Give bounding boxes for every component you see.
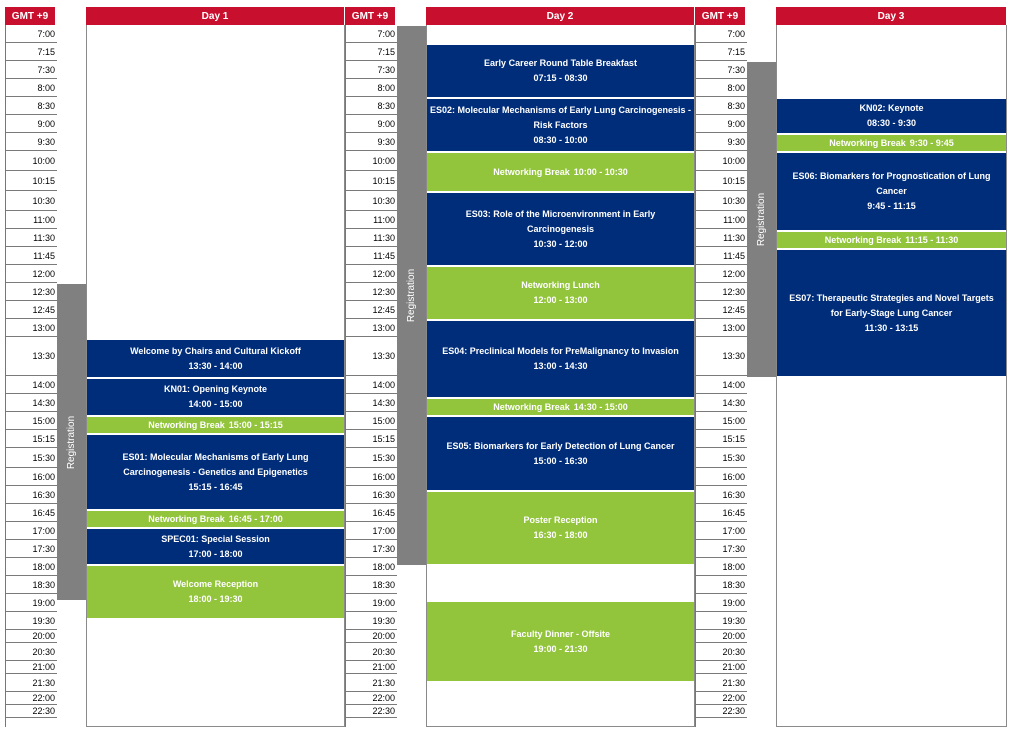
networking-break-d1-1[interactable] (87, 416, 344, 434)
time-label: 11:45 (696, 247, 747, 265)
time-label: 15:30 (346, 448, 397, 468)
time-label: 15:00 (696, 412, 747, 430)
session-title: KN01: Opening Keynote (163, 384, 267, 394)
session-time: 08:30 - 10:00 (533, 134, 588, 145)
time-label: 15:00 (346, 412, 397, 430)
time-label: 16:45 (346, 504, 397, 522)
registration-bar-day2 (397, 26, 426, 565)
time-label: 10:30 (696, 191, 747, 211)
session-kn01[interactable] (87, 378, 344, 416)
time-label: 19:00 (696, 594, 747, 612)
welcome-reception[interactable] (87, 565, 344, 619)
time-label: 12:30 (6, 283, 57, 301)
networking-break-d3-1[interactable] (777, 134, 1006, 152)
time-label: 22:30 (6, 705, 57, 718)
time-label: 7:30 (696, 61, 747, 79)
time-label: 19:30 (696, 612, 747, 630)
time-label: 12:30 (696, 283, 747, 301)
time-label: 13:30 (346, 337, 397, 376)
session-time: 10:30 - 12:00 (533, 238, 588, 249)
time-label: 16:00 (346, 468, 397, 486)
session-es04[interactable] (427, 320, 694, 398)
time-label: 12:45 (696, 301, 747, 319)
time-label: 7:00 (346, 25, 397, 43)
time-label: 15:15 (696, 430, 747, 448)
time-label: 17:30 (346, 540, 397, 558)
session-time: 11:30 - 13:15 (864, 322, 919, 333)
time-label: 10:30 (6, 191, 57, 211)
time-column-3 (695, 25, 747, 727)
session-time: 08:30 - 9:30 (866, 118, 917, 128)
break-title: Networking Break (148, 419, 225, 430)
session-kn02[interactable] (777, 98, 1006, 134)
time-label: 18:30 (696, 576, 747, 594)
registration-label: Registration (406, 268, 418, 323)
break-time: 16:45 - 17:00 (228, 513, 283, 524)
time-label: 12:00 (346, 265, 397, 283)
time-label: 14:00 (696, 376, 747, 394)
time-label: 17:00 (346, 522, 397, 540)
session-title: ES03: Role of the Microenvironment in Early Carcinogenesis (465, 208, 656, 234)
networking-lunch[interactable] (427, 266, 694, 320)
time-label: 12:00 (696, 265, 747, 283)
time-label: 20:30 (346, 643, 397, 661)
session-title: ES06: Biomarkers for Prognostication of Lung Cancer (792, 171, 991, 196)
time-label: 11:45 (6, 247, 57, 265)
session-time: 9:45 - 11:15 (867, 201, 916, 211)
day3-header: Day 3 (776, 7, 1007, 25)
time-label: 20:30 (696, 643, 747, 661)
session-title: Welcome by Chairs and Cultural Kickoff (130, 345, 301, 356)
session-welcome-chairs[interactable] (87, 339, 344, 378)
session-title: ES02: Molecular Mechanisms of Early Lung Carcinogenesis - Risk Factors (429, 104, 692, 130)
session-es01[interactable] (87, 434, 344, 510)
time-label: 16:30 (346, 486, 397, 504)
time-label: 20:00 (346, 630, 397, 643)
day2-header: Day 2 (426, 7, 695, 25)
time-label: 22:30 (696, 705, 747, 718)
time-label: 12:45 (6, 301, 57, 319)
time-label: 18:30 (6, 576, 57, 594)
time-label: 16:00 (6, 468, 57, 486)
time-label: 18:00 (346, 558, 397, 576)
time-label: 9:30 (696, 133, 747, 151)
time-label: 22:00 (346, 692, 397, 705)
break-title: Networking Break (829, 137, 906, 148)
break-time: 14:30 - 15:00 (573, 401, 628, 412)
session-title: ES04: Preclinical Models for PreMalignancy to Invasion (442, 346, 679, 356)
time-label: 21:00 (6, 661, 57, 674)
time-label: 13:00 (696, 319, 747, 337)
time-label: 8:30 (696, 97, 747, 115)
time-label: 20:00 (696, 630, 747, 643)
time-column-2 (345, 25, 397, 727)
session-time: 19:00 - 21:30 (533, 643, 588, 654)
registration-label: Registration (756, 192, 768, 247)
time-label: 7:00 (696, 25, 747, 43)
time-label: 18:00 (696, 558, 747, 576)
session-title: Poster Reception (523, 515, 598, 525)
session-time: 12:00 - 13:00 (533, 295, 588, 305)
time-label: 15:00 (6, 412, 57, 430)
time-label: 21:00 (346, 661, 397, 674)
break-time: 15:00 - 15:15 (228, 419, 283, 430)
time-label: 21:30 (696, 674, 747, 692)
session-title: ES07: Therapeutic Strategies and Novel Targets for Early-Stage Lung Cancer (789, 292, 994, 318)
time-label: 10:30 (346, 191, 397, 211)
time-label: 8:30 (346, 97, 397, 115)
time-label: 11:30 (696, 229, 747, 247)
session-title: Faculty Dinner - Offsite (510, 628, 610, 639)
time-label: 21:30 (6, 674, 57, 692)
time-column-1 (5, 25, 57, 727)
session-title: ES01: Molecular Mechanisms of Early Lung Carcinogenesis - Genetics and Epigenetics (122, 451, 309, 477)
break-title: Networking Break (148, 513, 225, 524)
time-label: 18:00 (6, 558, 57, 576)
break-time: 9:30 - 9:45 (909, 137, 954, 148)
session-title: SPEC01: Special Session (161, 533, 270, 544)
time-label: 7:30 (346, 61, 397, 79)
time-label: 12:45 (346, 301, 397, 319)
time-label: 22:00 (696, 692, 747, 705)
time-label: 13:30 (6, 337, 57, 376)
time-label: 17:00 (696, 522, 747, 540)
session-time: 07:15 - 08:30 (533, 73, 588, 83)
time-label: 14:30 (6, 394, 57, 412)
time-label: 17:30 (6, 540, 57, 558)
time-label: 19:00 (6, 594, 57, 612)
time-label: 7:15 (346, 43, 397, 61)
time-label: 21:00 (696, 661, 747, 674)
session-time: 18:00 - 19:30 (188, 594, 243, 604)
time-label: 13:00 (346, 319, 397, 337)
session-es02[interactable] (427, 98, 694, 152)
time-label: 9:30 (6, 133, 57, 151)
time-label: 15:15 (346, 430, 397, 448)
time-label: 11:00 (346, 211, 397, 229)
networking-break-d2-2[interactable] (427, 398, 694, 416)
time-label: 9:00 (696, 115, 747, 133)
time-label: 10:15 (346, 171, 397, 191)
time-label: 7:15 (6, 43, 57, 61)
time-label: 10:00 (346, 151, 397, 171)
time-label: 20:30 (6, 643, 57, 661)
session-time: 14:00 - 15:00 (188, 399, 243, 409)
time-label: 7:30 (6, 61, 57, 79)
session-time: 15:15 - 16:45 (188, 481, 243, 492)
time-label: 19:30 (346, 612, 397, 630)
time-label: 11:30 (346, 229, 397, 247)
time-label: 17:30 (696, 540, 747, 558)
time-label: 20:00 (6, 630, 57, 643)
time-label: 21:30 (346, 674, 397, 692)
session-title: Networking Lunch (521, 280, 600, 290)
time-label: 14:30 (696, 394, 747, 412)
tz-header-1: GMT +9 (5, 7, 56, 25)
registration-label: Registration (66, 415, 78, 469)
break-title: Networking Break (493, 401, 570, 412)
break-time: 11:15 - 11:30 (905, 234, 959, 245)
time-label: 11:45 (346, 247, 397, 265)
poster-reception[interactable] (427, 491, 694, 565)
time-label: 14:30 (346, 394, 397, 412)
time-label: 10:00 (6, 151, 57, 171)
time-label: 16:45 (6, 504, 57, 522)
time-label: 9:00 (6, 115, 57, 133)
faculty-dinner[interactable] (427, 601, 694, 682)
session-time: 13:00 - 14:30 (533, 361, 588, 371)
time-label: 16:30 (6, 486, 57, 504)
time-label: 12:30 (346, 283, 397, 301)
time-label: 16:00 (696, 468, 747, 486)
time-label: 9:30 (346, 133, 397, 151)
session-time: 13:30 - 14:00 (188, 360, 243, 371)
session-title: Early Career Round Table Breakfast (484, 58, 637, 68)
networking-break-d3-2[interactable] (777, 231, 1006, 249)
time-label: 19:30 (6, 612, 57, 630)
time-label: 11:00 (696, 211, 747, 229)
time-label: 8:00 (346, 79, 397, 97)
break-time: 10:00 - 10:30 (573, 166, 628, 177)
time-label: 10:15 (6, 171, 57, 191)
time-label: 22:00 (6, 692, 57, 705)
time-label: 11:30 (6, 229, 57, 247)
time-label: 15:30 (696, 448, 747, 468)
tz-header-2: GMT +9 (345, 7, 396, 25)
session-title: ES05: Biomarkers for Early Detection of Lung Cancer (446, 440, 675, 451)
time-label: 16:45 (696, 504, 747, 522)
session-es05[interactable] (427, 416, 694, 491)
time-label: 14:00 (346, 376, 397, 394)
time-label: 14:00 (6, 376, 57, 394)
time-label: 11:00 (6, 211, 57, 229)
time-label: 15:30 (6, 448, 57, 468)
time-label: 7:00 (6, 25, 57, 43)
session-es07[interactable] (777, 249, 1006, 377)
time-label: 17:00 (6, 522, 57, 540)
time-label: 18:30 (346, 576, 397, 594)
time-label: 9:00 (346, 115, 397, 133)
session-spec01[interactable] (87, 528, 344, 565)
time-label: 13:30 (696, 337, 747, 376)
break-title: Networking Break (824, 234, 902, 245)
time-label: 13:00 (6, 319, 57, 337)
tz-header-3: GMT +9 (695, 7, 746, 25)
time-label: 22:30 (346, 705, 397, 718)
session-time: 17:00 - 18:00 (188, 548, 243, 559)
time-label: 15:15 (6, 430, 57, 448)
time-label: 10:00 (696, 151, 747, 171)
session-es03[interactable] (427, 192, 694, 266)
session-title: KN02: Keynote (859, 103, 924, 113)
time-label: 7:15 (696, 43, 747, 61)
registration-bar-day1 (57, 284, 86, 600)
time-label: 19:00 (346, 594, 397, 612)
session-time: 15:00 - 16:30 (533, 455, 588, 466)
time-label: 8:00 (696, 79, 747, 97)
networking-break-d1-2[interactable] (87, 510, 344, 528)
time-label: 8:30 (6, 97, 57, 115)
time-label: 8:00 (6, 79, 57, 97)
session-es06[interactable] (777, 152, 1006, 231)
session-early-career-breakfast[interactable] (427, 44, 694, 98)
time-label: 16:30 (696, 486, 747, 504)
time-label: 10:15 (696, 171, 747, 191)
networking-break-d2-1[interactable] (427, 152, 694, 192)
session-time: 16:30 - 18:00 (533, 530, 588, 540)
day1-header: Day 1 (86, 7, 345, 25)
registration-bar-day3 (747, 62, 776, 377)
session-title: Welcome Reception (172, 579, 259, 589)
break-title: Networking Break (493, 166, 570, 177)
time-label: 12:00 (6, 265, 57, 283)
